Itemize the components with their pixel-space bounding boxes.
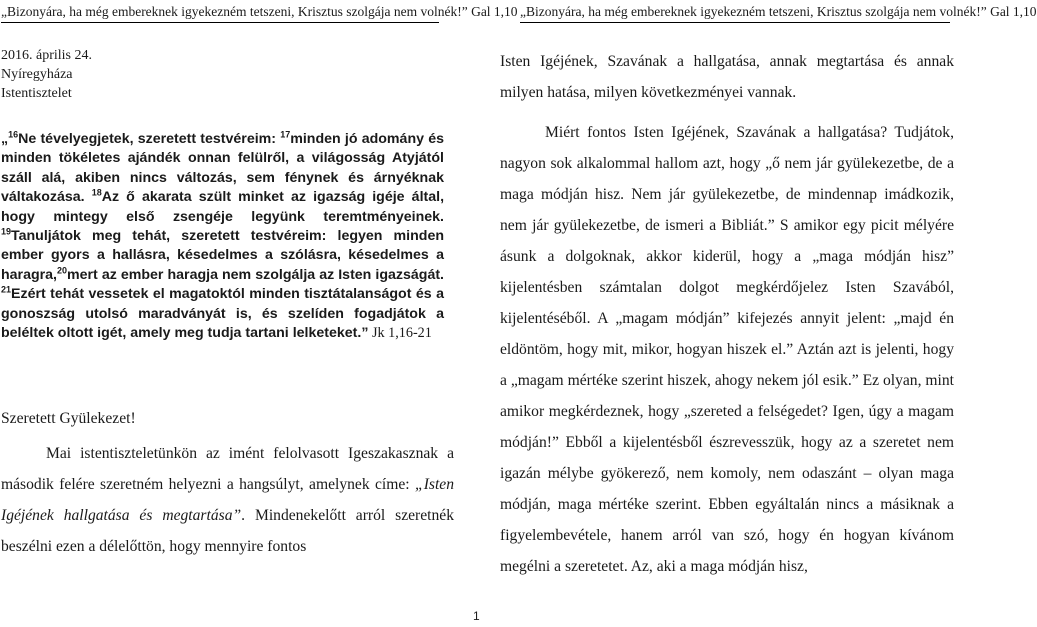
scripture-passage <box>1 130 444 343</box>
verse-text: Tanuljátok meg tehát, szeretett testvéreim: legyen minden ember gyors a hallásra, késedelmes a szólásra, késedelmes a haragra, <box>1 228 444 283</box>
right-paragraph-2: Miért fontos Isten Igéjének, Szavának a hallgatása? Tudjátok, nagyon sok alkalommal hallom azt, hogy „ő nem jár gyülekezetbe, de a maga módján hisz. Nem jár gyülekezetbe, de mindennap imádkozik, nem jár gyülekezetbe, de ismeri a Bibliát.” S amikor egy picit mélyére ásunk a dolgoknak, akkor kiderül, hogy a „maga módján hisz” kijelentésben számtalan dolgot megkérdőjelez Isten Szavából, kijelentéséből. A „magam módján” kifejezés annyit jelent: „majd én eldöntöm, hogy mit, mikor, hogyan hiszek el.” Aztán azt is jelenti, hogy a „magam mértéke szerint hiszek, ahogy nekem jól esik.” Ez olyan, mint amikor megkérdeznek, hogy „szereted a felségedet? Igen, úgy a magam módján!” Ebből a kijelentésből észrevesszük, hogy az a szeretet nem igazán mélybe gyökerező, nem komoly, nem odaszánt – olyan maga módján, maga mértéke szerint. Ebben egyáltalán nincs a másiknak a figyelembevétele, hanem arról van szó, hogy én hogyan kívánom megélni a szeretetet. Az, aki a maga módján hisz, <box>500 124 954 575</box>
page-number: 1 <box>473 609 480 623</box>
sermon-place: Nyíregyháza <box>1 67 73 82</box>
greeting: Szeretett Gyülekezet! <box>1 410 136 427</box>
scripture-reference: Jk 1,16-21 <box>368 325 432 342</box>
left-paragraph <box>1 438 454 562</box>
running-header-right: „Bizonyára, ha még embereknek igyekezném tetszeni, Krisztus szolgája nem volnék!” Gal 1,10 <box>520 4 950 23</box>
verse-number: 21 <box>1 284 12 295</box>
verse-number: 20 <box>57 265 68 276</box>
open-quote: „ <box>1 131 9 147</box>
sermon-title: „Isten Igéjének hallgatása és megtartása” <box>1 476 454 524</box>
verse-number: 17 <box>280 129 291 140</box>
verse-number: 16 <box>8 129 19 140</box>
verse-text: mert az ember haragja nem szolgálja az Isten igazságát. <box>67 266 444 283</box>
sermon-event: Istentisztelet <box>1 86 72 101</box>
right-paragraph-1: Isten Igéjének, Szavának a hallgatása, annak megtartása és annak milyen hatása, milyen következményei vannak. <box>500 53 954 101</box>
verse-number: 19 <box>1 226 12 237</box>
paragraph-text: . Mindenekelőtt arról szeretnék beszélni ezen a délelőttön, hogy mennyire fontos <box>1 507 454 555</box>
verse-number: 18 <box>91 187 102 198</box>
verse-text: Az ő akarata szült minket az igazság igéje által, hogy mintegy első zsengéje legyünk teremtményeinek. <box>1 189 445 225</box>
verse-text: Ne tévelyegjetek, szeretett testvéreim: <box>18 131 281 147</box>
paragraph-text: Mai istentiszteletünkön az imént felolvasott Igeszakasznak a második felére szeretném helyezni a hangsúlyt, amelynek címe: <box>1 445 454 493</box>
verse-text: Ezért tehát vessetek el magatoktól minden tisztátalanságot és a gonoszság utolsó maradványát is, és szelíden fogadjátok a beléltek oltott igét, amely meg tudja tartani lelketeket. <box>1 286 444 342</box>
close-quote: ” <box>361 325 369 342</box>
verse-text: minden jó adomány és minden tökéletes ajándék onnan felülről, a világosság Atyjától száll alá, akiben nincs változás, sem fénynek és árnyéknak váltakozása. <box>1 131 444 206</box>
sermon-date: 2016. április 24. <box>1 48 92 63</box>
running-header-left: „Bizonyára, ha még embereknek igyekezném tetszeni, Krisztus szolgája nem volnék!” Gal 1,10 <box>1 4 439 23</box>
